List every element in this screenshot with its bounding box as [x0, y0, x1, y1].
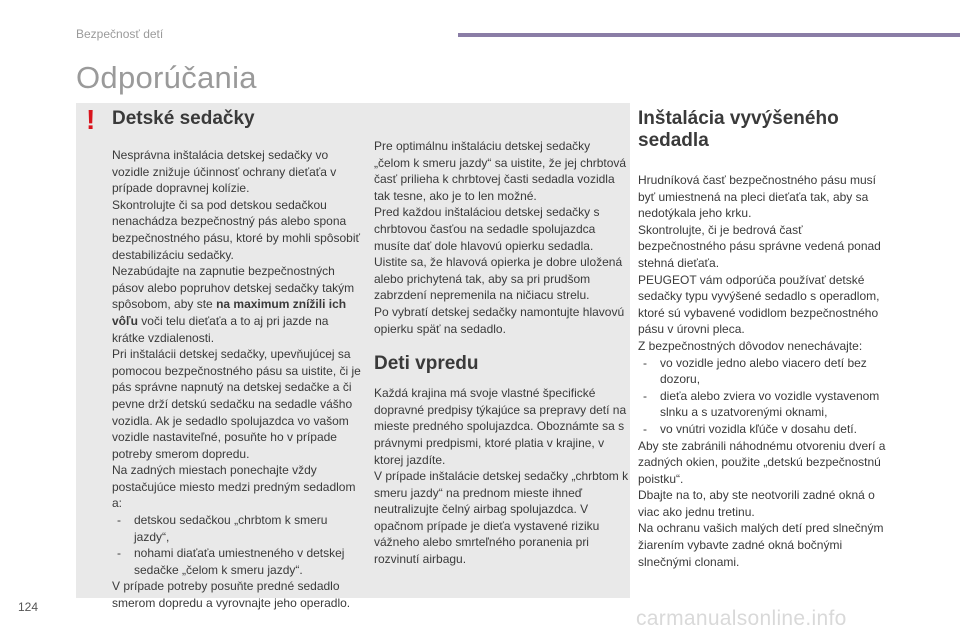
paragraph: PEUGEOT vám odporúča používať detské sedačky typu vyvýšené sedadlo s operadlom, ktoré sú vybavené vodidlom bezpečnostného pásu v úrovni pleca. [638, 272, 880, 337]
list-item: - vo vnútri vozidla kľúče v dosahu detí. [638, 421, 892, 438]
middle-column [374, 138, 629, 568]
child-seats-title: Detské sedačky [112, 108, 255, 129]
text-run: voči telu dieťaťa a to aj pri jazde na krátke vzdialenosti. [112, 313, 329, 345]
list-item: - detskou sedačkou „chrbtom k smeru jazdy“, [112, 512, 364, 545]
page-heading: Odporúčania [76, 60, 257, 95]
front-children-title: Deti vpredu [374, 353, 479, 375]
booster-title: Inštalácia vyvýšeného sedadla [638, 108, 839, 151]
paragraph: Po vybratí detskej sedačky namontujte hlavovú opierku späť na sedadlo. [374, 304, 625, 336]
unattended-list [638, 355, 892, 438]
booster-column [638, 108, 892, 570]
paragraph: Dbajte na to, aby ste neotvorili zadné okná o viac ako jednu tretinu. [638, 488, 875, 519]
list-item: - nohami diaťaťa umiestneného v detskej sedačke „čelom k smeru jazdy“. [112, 545, 364, 578]
paragraph: Pred každou inštaláciou detskej sedačky s chrbtovou časťou na sedadle spolujazdca musíte dať dole hlavovú opierku sedadla. [374, 205, 600, 253]
text-run: Nezabúdajte na zapnutie bezpečnostných pásov alebo popruhov detskej sedačky takým spôsobom, aby ste [112, 264, 355, 312]
paragraph: V prípade inštalácie detskej sedačky „chrbtom k smeru jazdy“ na prednom mieste ihneď neutralizujte čelný airbag spolujazdca. V opačnom prípade je dieťa vystavené riziku vážneho alebo smrteľného poranenia pri rozvinutí airbagu. [374, 469, 629, 567]
list-item: - dieťa alebo zviera vo vozidle vystavenom slnku a s uzatvorenými oknami, [638, 388, 892, 421]
spacer [374, 337, 629, 353]
paragraph: Uistite sa, že hlavová opierka je dobre uložená alebo prichytená tak, aby sa pri prudšom zabrzdení nepremenila na ničiacu strelu. [374, 255, 623, 303]
section-title: Bezpečnosť detí [76, 27, 164, 41]
paragraph [112, 263, 364, 346]
paragraph: Z bezpečnostných dôvodov nenechávajte: [638, 338, 863, 353]
list-item: - vo vozidle jedno alebo viacero detí bez dozoru, [638, 355, 892, 388]
paragraph: Na ochranu vašich malých detí pred slnečným žiarením vybavte zadné okná bočnými slnečnými clonami. [638, 521, 884, 569]
header-rule [458, 33, 960, 37]
paragraph: V prípade potreby posuňte predné sedadlo smerom dopredu a vyrovnajte jeho operadlo. [112, 579, 351, 611]
paragraph: Skontrolujte, či je bedrová časť bezpečnostného pásu správne vedená ponad stehná dieťaťa. [638, 222, 881, 270]
bold-text: na maximum znížili ich vôľu [112, 297, 347, 328]
spacing-list [112, 512, 364, 578]
child-seats-column [112, 108, 364, 612]
paragraph: Skontrolujte či sa pod detskou sedačkou nenachádza bezpečnostný pás alebo spona bezpečnostného pásu, ktoré by mohli spôsobiť destabilizáciu sedačky. [112, 197, 360, 262]
paragraph: Aby ste zabránili náhodnému otvoreniu dverí a zadných okien, použite „detskú bezpečnostnú poistku“. [638, 438, 886, 486]
exclamation-icon: ! [86, 104, 96, 135]
paragraph: Pre optimálnu inštaláciu detskej sedačky „čelom k smeru jazdy“ sa uistite, že jej chrbtová časť prilieha k chrbtovej časti sedadla vozidla tak tesne, ako je to len možné. [374, 139, 627, 203]
watermark: carmanualsonline.info [636, 607, 847, 630]
paragraph: Nesprávna inštalácia detskej sedačky vo vozidle znižuje účinnosť ochrany dieťaťa v prípade dopravnej kolízie. [112, 148, 337, 196]
page-number: 124 [18, 600, 39, 614]
paragraph: Hrudníková časť bezpečnostného pásu musí byť umiestnená na pleci dieťaťa tak, aby sa nedotýkala jeho krku. [638, 173, 876, 221]
paragraph: Na zadných miestach ponechajte vždy postačujúce miesto medzi predným sedadlom a: [112, 463, 356, 511]
paragraph: Pri inštalácii detskej sedačky, upevňujúcej sa pomocou bezpečnostného pásu sa uistite, či je pás správne napnutý na detskej sedačke a či pevne drží detskú sedačku na sedadle vášho vozidla. Ak je sedadlo spolujazdca vo vašom vozidle nastaviteľné, posuňte ho v prípade potreby smerom dopredu. [112, 347, 361, 461]
paragraph: Každá krajina má svoje vlastné špecifické dopravné predpisy týkajúce sa prepravy detí na mieste predného spolujazdca. Oboznámte sa s právnymi predpismi, ktoré platia v krajine, v ktorej jazdíte. [374, 386, 627, 467]
